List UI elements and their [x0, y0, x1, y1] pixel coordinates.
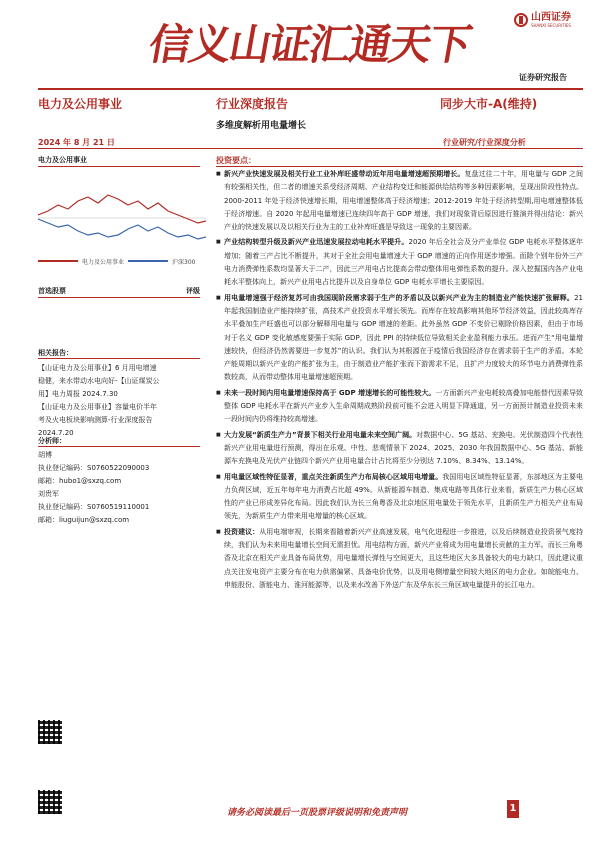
company-logo [514, 6, 584, 34]
analyst-license: 执业登记编码：S0760522090003 [38, 464, 150, 472]
legend-label-industry: 电力及公用事业 [82, 258, 125, 266]
key-point-text: 复盘过往二十年，用电量与 GDP 之间有较强相关性，但二者的增速关系受经济周期、产业结构变迁和能源供给结构等多种因素影响，呈现出阶段性特点。2000-2011 年处于经济快速增长期，用电增速整体高于经济增速；2012-2019 年处于经济转型期,用电增速整体低于经济增速。自 2020 年起用电量增速已连续四年高于 GDP 增速，我们对现象背后原因进行推演并得出结论：新兴产业的快速发展以及以相关行业为主的工业补库旺盛是导致这一现象的主要因素。 [224, 170, 583, 232]
key-point-text: 21 年起我国制造业产能持续扩张，高技术产业投资水平增长领先。而库存在较高影响其他环节经济效益，因此较高库存水平叠加生产旺盛也可以部分解释用电量与 GDP 增速的差距。此外虽然 GDP 不变价已剔除价格因素，但由于市场对于名义 GDP 变化敏感度要强于实际 GDP，因此 PPI 的持续低位导致相关企业盈利能力承压。进而产生“用电量增速较快，但经济仍然需要进一步复苏”的认识。我们认为其根源在于疫情后我国经济存在需求弱于生产的矛盾。本轮产能周期以新兴产业的产能扩张为主，由于制造业产能扩张而下游需求不足，且扩产力度较大的环节电力消费弹性系数较高，从而带动整体用电量增速超预期。 [224, 293, 583, 382]
analyst-name: 刘贵军 [38, 490, 59, 498]
logo-en: SHANXI SECURITIES [531, 23, 571, 28]
logo-icon [514, 13, 528, 27]
related-line: 【山证电力及公用事业】6 月用电增速 [38, 364, 157, 372]
key-point [216, 168, 583, 234]
slogan: 信义山证汇通天下 [145, 20, 474, 69]
key-point-heading: 大力发展“新质生产力”背景下相关行业用电量未来空间广阔。 [224, 430, 417, 439]
page-number: 1 [507, 800, 519, 818]
qr-code-icon [38, 790, 62, 814]
legend-swatch-industry [38, 260, 78, 262]
key-point-text: 对数据中心、5G 基站、充换电、光伏制造四个代表性新兴产业用电量进行预测，得出在乐观、中性、悲观情景下 2024、2025、2030 年我国数据中心、5G 基站、新能源车充换电及光伏产业链四个新兴产业用电量合计占比将至少分别达 7.10%、8.34%、13.14%。 [224, 430, 584, 466]
key-point-heading: 投资建议： [224, 527, 260, 536]
chart-legend [38, 254, 206, 268]
key-point [216, 471, 583, 524]
logo-name: 山西证券 [531, 12, 571, 23]
report-tag: 证券研究报告 [519, 73, 567, 82]
key-point-heading: 产业结构转型升级及新兴产业迅速发展拉动电耗水平提升。 [224, 238, 409, 247]
related-title: 相关报告： [38, 349, 73, 357]
key-point-text: 我国用电区域性特征显著，东部地区为主要电力负荷区域，近五年每年电力消费占比超 49%。从新能源车制造、集成电路等具体行业来看，新质生产力核心区域性的产业已形成差异化布局。因此我们认为长三角粤香及北京地区用电量处于领先水平，且新质生产力相关产业布局领先，为新质生产力带来用电增量的核心区域。 [224, 472, 584, 521]
stock-divider [38, 297, 200, 298]
legend-label-hs300: 沪深300 [172, 258, 196, 266]
qr-code-icon [38, 720, 62, 744]
header-divider [38, 88, 583, 90]
related-divider [38, 358, 200, 359]
key-point-heading: 新兴产业快速发展及相关行业工业补库旺盛带动近年用电量增速超预期增长。 [224, 170, 465, 178]
key-point-heading: 用电量区域性特征显著，重点关注新质生产力布局核心区域用电增量。 [224, 472, 443, 481]
key-point-text: 一方面新兴产业电耗较高叠加电能替代因素导致整体 GDP 电耗水平在新兴产业步入生命周期成熟阶段前可能不会进入明显下降通道，另一方面预计制造业投资未来一段时间内仍将维持较高增速。 [224, 388, 584, 424]
series-line-hs300 [38, 219, 206, 239]
key-point [216, 526, 583, 592]
legend-swatch-hs300 [128, 260, 168, 262]
key-point [216, 429, 583, 469]
key-point-heading: 用电量增速强于经济复苏可由我国现阶段需求弱于生产的矛盾以及以新兴产业为主的制造业产能快速扩张解释。 [224, 293, 575, 302]
key-point [216, 292, 583, 385]
subheader-divider [38, 148, 583, 149]
related-line: 考及火电板块影响测算-行业深度报告 [38, 416, 153, 424]
report-date: 2024 年 8 月 21 日 [38, 138, 115, 147]
related-line: 2024.7.20 [38, 429, 74, 437]
chart-title: 电力及公用事业 [38, 156, 87, 164]
key-point [216, 236, 583, 289]
industry-rating: 同步大市-A(维持) [440, 97, 538, 111]
related-line: 【山证电力及公用事业】容量电价半年 [38, 403, 157, 411]
key-point-text: 从用电端审视，长期来看随着新兴产业高速发展，电气化进程进一步推进，以及后续制造业投资景气度持续，我们认为未来用电量增长空间无需担忧。用电结构方面，新兴产业将成为用电量增长贡献的主力军。而长三角粤香及北京在相关产业具备布局优势，用电量增长弹性与空间更大，且这些地区大多具备较大的电力缺口，因此建议重点关注发电资产主要分布在电力供需偏紧、具备电价优势，以及用电侧增量空间较大地区的电力企业。如皖能电力、申能股份、浙能电力、淮河能源等，以及来水改善下外送广东及华东长三角区域电量提升的长江电力。 [224, 527, 584, 589]
analyst-divider [38, 446, 200, 447]
analyst-license: 执业登记编码：S0760519110001 [38, 503, 150, 511]
key-points-title: 投资要点： [216, 156, 256, 165]
analyst-name: 胡博 [38, 451, 52, 459]
key-point-heading: 未来一段时间内用电量增速保持高于 GDP 增速增长的可能性较大。 [224, 388, 436, 397]
disclaimer-notice: 请务必阅读最后一页股票评级说明和免责声明 [227, 808, 408, 818]
analyst-email: 邮箱：hubo1@sxzq.com [38, 477, 122, 485]
related-reports [38, 362, 208, 440]
report-subtitle: 多维度解析用电量增长 [216, 121, 307, 131]
rating-label: 评级 [186, 287, 200, 295]
chart-divider [38, 166, 200, 167]
analyst-list [38, 449, 208, 527]
related-line: 用】电力周报 2024.7.30 [38, 390, 118, 398]
stock-table-header [38, 286, 200, 296]
report-category: 行业研究/行业深度分析 [443, 138, 526, 147]
key-points [216, 168, 583, 594]
industry-name: 电力及公用事业 [38, 97, 123, 111]
analyst-email: 邮箱：liuguijun@sxzq.com [38, 516, 130, 524]
report-type: 行业深度报告 [216, 97, 289, 111]
stock-label: 首选股票 [38, 287, 66, 295]
index-performance-chart [38, 168, 206, 268]
analyst-title: 分析师： [38, 437, 66, 445]
key-points-divider [216, 166, 583, 167]
series-line-industry [38, 195, 206, 223]
key-point [216, 387, 583, 427]
related-line: 稳健，来水带动水电向好-【山证煤炭公 [38, 377, 160, 385]
key-point-text: 2020 年后全社会及分产业单位 GDP 电耗水平整体逐年增加；随着三产占比不断提升，其对于全社会用电量增速大于 GDP 增速的正向作用逐步增强。而除个别年份外三产电力消费弹性系数均显著大于二产，因此三产用电占比提高会带动整体用电弹性系数的提升。深入挖掘国内各产业电耗水平整体向上，新兴产业用电占比提升以及自身单位 GDP 电耗水平增长主要原因。 [224, 238, 584, 287]
